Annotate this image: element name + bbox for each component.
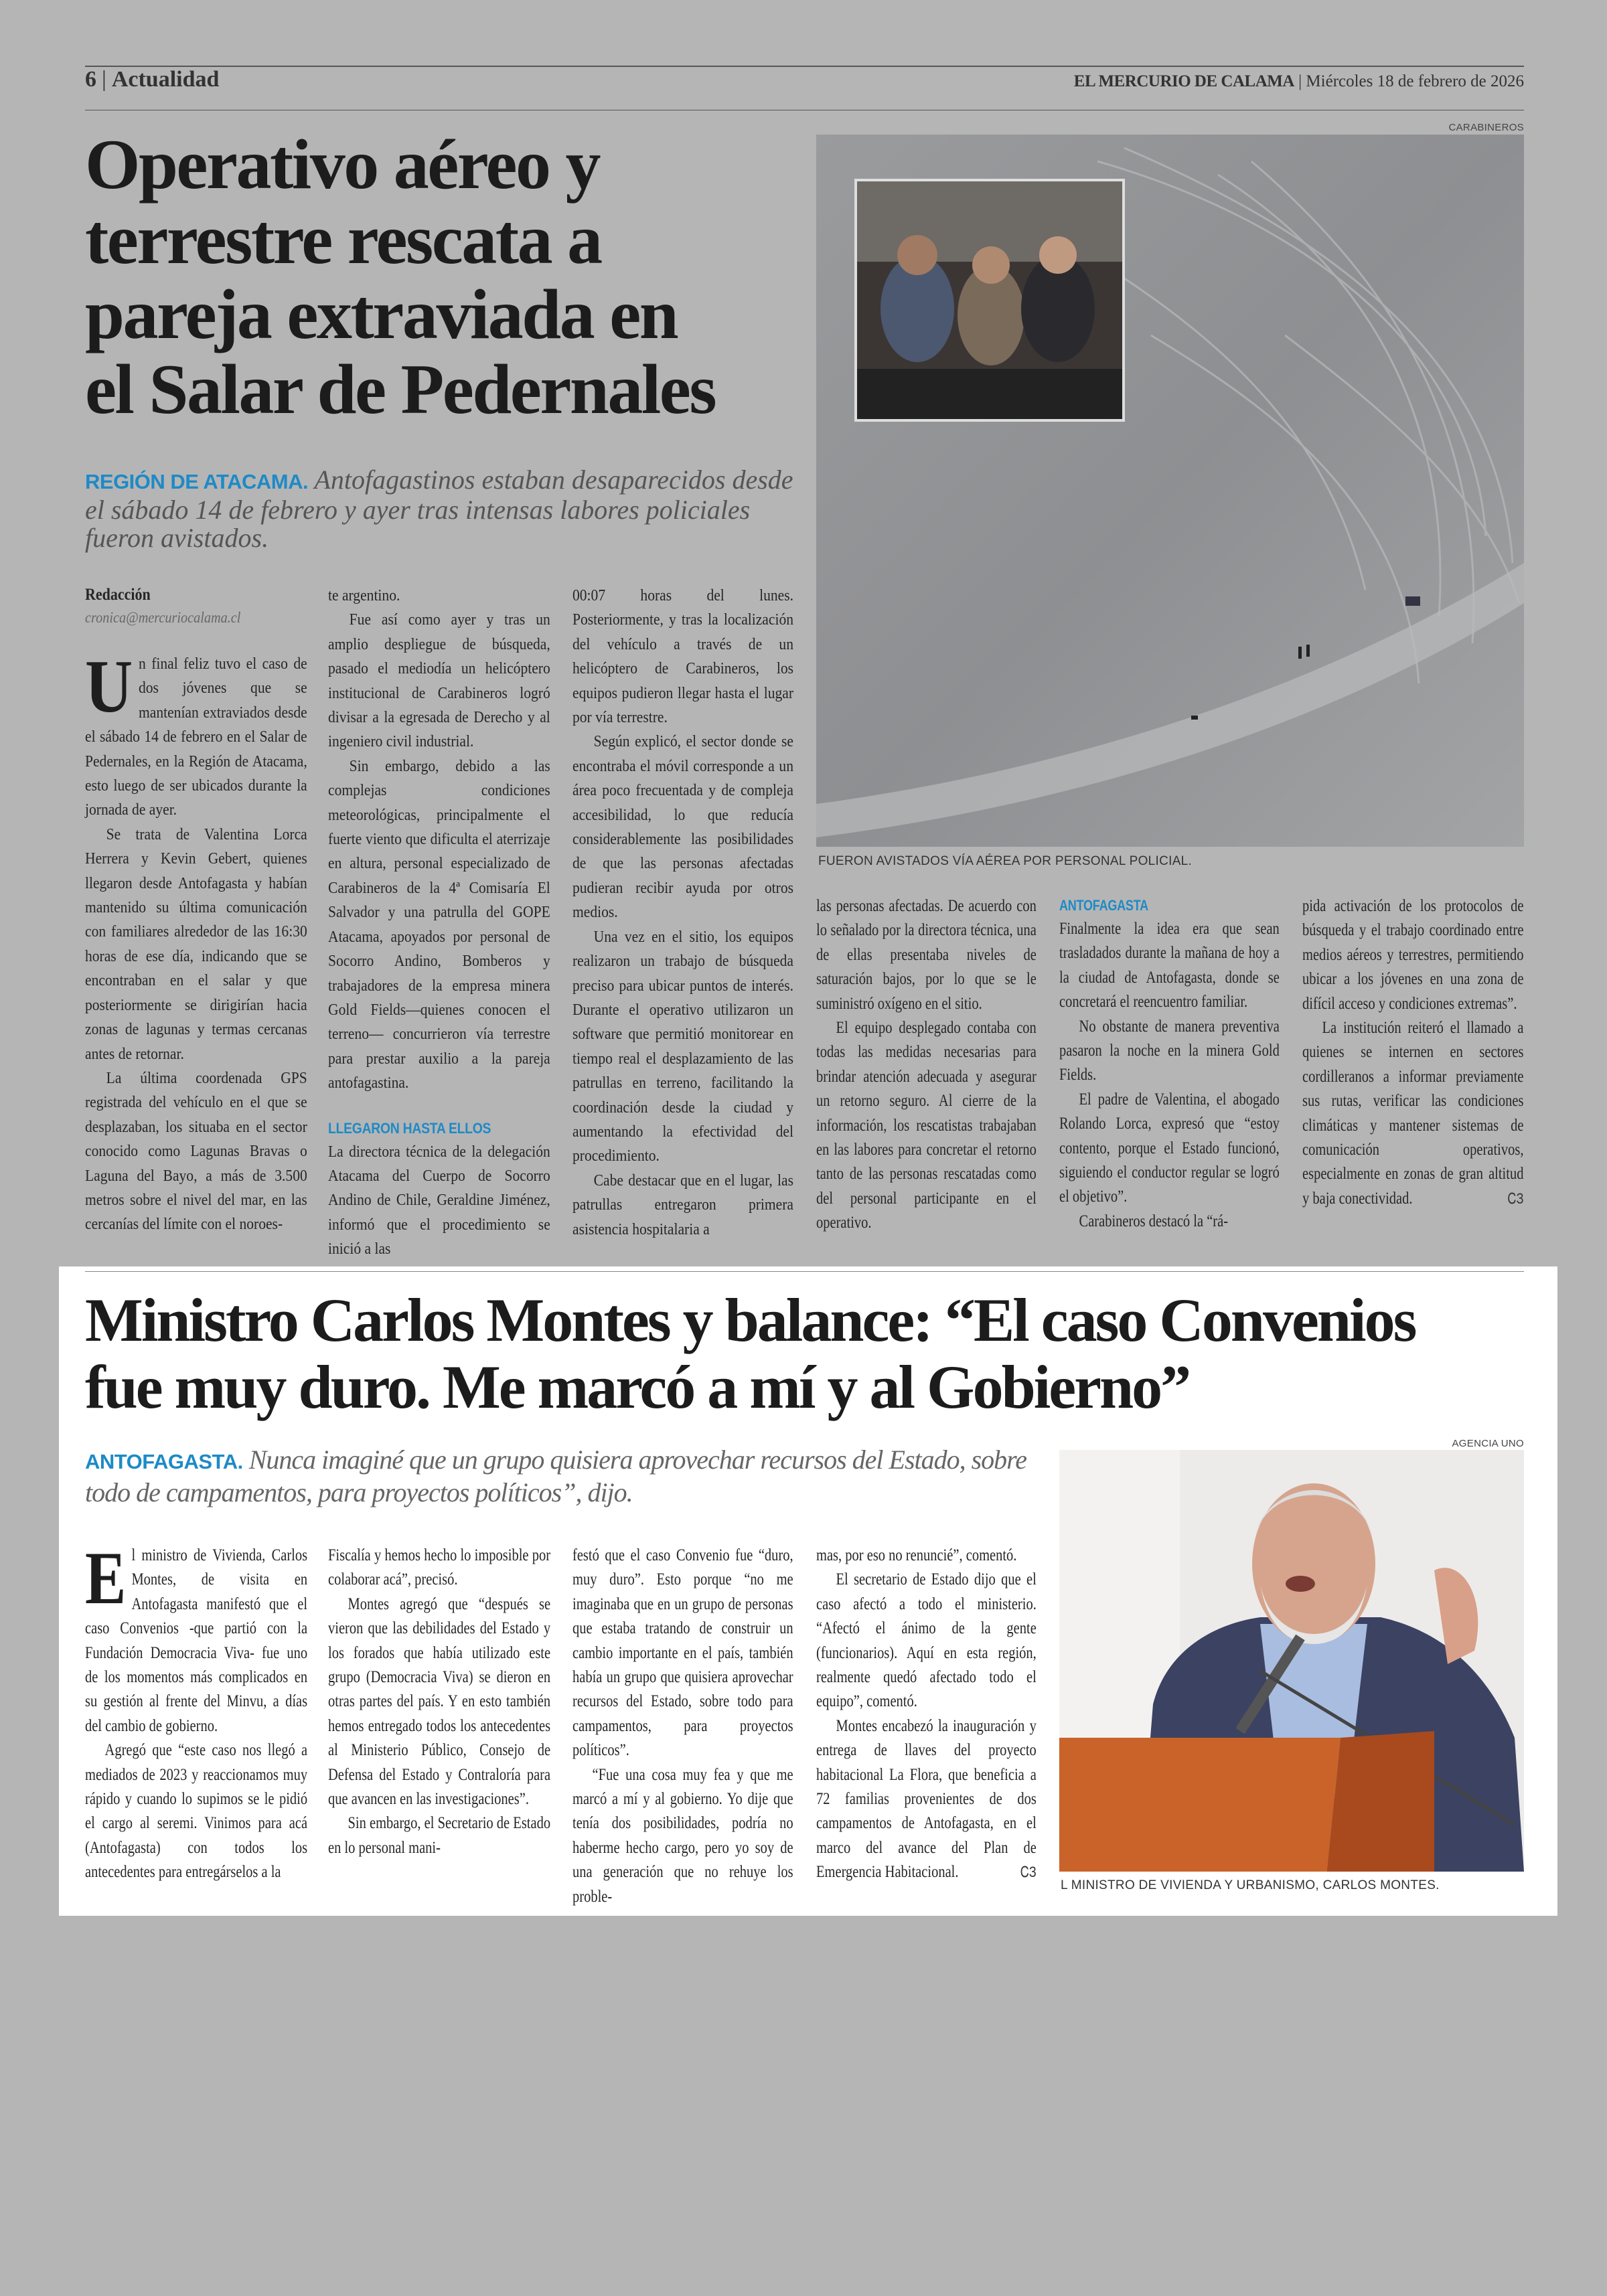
paragraph: [1059, 1088, 1280, 1210]
photo-credit: CARABINEROS: [1448, 122, 1524, 133]
paragraph-text: Fiscalía y hemos hecho lo imposible por colaborar acá”, precisó.: [328, 1546, 551, 1589]
paragraph-text: El equipo desplegado contaba con todas las medidas necesarias para brindar atención adecuada y asegurar un retorno seguro. Al cierre de la información, los rescatistas trabajaban en las labores para concretar el retorno tanto de las personas rescatadas como del personal participante en el operativo.: [816, 1019, 1037, 1232]
photo-caption: L MINISTRO DE VIVIENDA Y URBANISMO, CARLOS MONTES.: [1061, 1878, 1440, 1892]
article1-headline: [85, 127, 715, 427]
paragraph-text: Cabe destacar que en el lugar, las patrullas entregaron primera asistencia hospitalaria a: [572, 1171, 793, 1238]
paragraph-text: Fue así como ayer y tras un amplio despliegue de búsqueda, pasado el mediodía un helicóptero institucional de Carabineros logró divisar a la egresada de Derecho y al ingeniero civil industrial.: [328, 610, 550, 751]
article1-column-2: [328, 584, 550, 1262]
paragraph-text: festó que el caso Convenio fue “duro, muy duro”. Esto porque “no me imaginaba que en un grupo de personas que estaba tratando de construir un cambio importante en el país, también había un grupo que quisiera aprovechar recursos del Estado, sobre todo para campamentos, para proyectos políticos”.: [572, 1546, 793, 1760]
paragraph: [328, 1592, 550, 1812]
paragraph-text: La institución reiteró el llamado a quienes se internen en sectores cordilleranos a informar previamente sus rutas, verificar las condiciones climáticas y mantener sistemas de comunicación operativos, especialmente en zonas de gran altitud y baja conectividad.: [1302, 1019, 1524, 1208]
page-number: 6: [85, 67, 96, 92]
paragraph: [1302, 894, 1523, 1016]
photo-caption: FUERON AVISTADOS VÍA AÉREA POR PERSONAL POLICIAL.: [818, 854, 1193, 868]
end-of-article-icon: ᏟЗ: [1020, 1864, 1037, 1881]
paragraph-text: mas, por eso no renuncié”, comentó.: [816, 1546, 1017, 1564]
byline: Redacción: [85, 586, 151, 604]
paragraph: [85, 1738, 307, 1884]
paragraph: [85, 1066, 307, 1237]
paragraph-text: La directora técnica de la delegación Atacama del Cuerpo de Socorro Andino de Chile, Geraldine Jiménez, informó que el procedimiento se inició a las: [328, 1142, 550, 1258]
minister-montes-photo: [1059, 1450, 1524, 1872]
paragraph: [85, 823, 307, 1066]
separator: |: [102, 67, 106, 92]
photo-credit: AGENCIA UNO: [1452, 1438, 1524, 1449]
byline-email: cronica@mercuriocalama.cl: [85, 609, 241, 626]
deck-location-tag: REGIÓN DE ATACAMA.: [85, 470, 309, 493]
paragraph: [328, 608, 550, 754]
article2-column-4: [816, 1544, 1037, 1885]
headline-line: fue muy duro. Me marcó a mí y al Gobierno”: [85, 1353, 1190, 1421]
paragraph-text: las personas afectadas. De acuerdo con lo señalado por la directora técnica, una de ellas presentaba niveles de saturación bajos, por lo que se le suministró oxígeno en el sitio.: [816, 897, 1037, 1013]
deck-text: Antofagastinos estaban desaparecidos desde el sábado 14 de febrero y ayer tras intensas labores policiales fueron avistados.: [85, 465, 793, 553]
deck-text: Nunca imaginé que un grupo quisiera aprovechar recursos del Estado, sobre todo de campamentos, para proyectos políticos”, dijo.: [85, 1445, 1027, 1507]
paragraph: [816, 1714, 1037, 1885]
article2-deck: [85, 1445, 1043, 1508]
paragraph: [572, 1763, 793, 1909]
header-top-rule: [85, 66, 1524, 67]
paragraph-text: El padre de Valentina, el abogado Rolando Lorca, expresó que “estoy contento, porque el Estado funcionó, siguiendo el conductor regular se logró el objetivo”.: [1059, 1090, 1280, 1206]
publication-date: Miércoles 18 de febrero de 2026: [1306, 72, 1524, 90]
article2-column-3: [572, 1544, 793, 1909]
paragraph-text: Sin embargo, debido a las complejas condiciones meteorológicas, principalmente el fuerte viento que dificulta el aterrizaje en altura, personal especializado de Carabineros de la 4ª Comisaría El Salvador y una patrulla del GOPE Atacama, apoyados por personal de Socorro Andino, Bomberos y trabajadores de la empresa minera Gold Fields—quienes conocen el terreno— concurrieron vía terrestre para prestar auxilio a la pareja antofagastina.: [328, 756, 550, 1092]
paragraph-text: Finalmente la idea era que sean trasladados durante la mañana de hoy a la ciudad de Antofagasta, donde se concretará el reencuentro familiar.: [1059, 920, 1280, 1011]
paragraph-text: La última coordenada GPS registrada del vehículo en el que se desplazaban, los situaba en el sector conocido como Lagunas Bravas o Laguna del Bayo, a más de 3.500 metros sobre el nivel del mar, en las cercanías del límite con el noroes-: [85, 1068, 307, 1234]
paragraph: [1059, 917, 1280, 1015]
article1-column-4: [816, 894, 1037, 1236]
paragraph: [85, 1537, 308, 1738]
article2-column-2: [328, 1544, 550, 1860]
publication-name: EL MERCURIO DE CALAMA: [1073, 72, 1294, 90]
headline-line: terrestre rescata a: [85, 200, 601, 278]
paragraph: [328, 1811, 550, 1860]
article1-deck: [85, 466, 801, 552]
article2-top-rule: [85, 1271, 1524, 1272]
paragraph-text: 00:07 horas del lunes. Posteriormente, y tras la localización del vehículo a través de un helicóptero de Carabineros, los equipos pudieron llegar hasta el lugar por vía terrestre.: [572, 586, 793, 727]
paragraph-text: Montes agregó que “después se vieron que las debilidades del Estado y los forados que había utilizado este grupo (Democracia Viva) se dieron en otras partes del país. Y en esto también hemos entregado todos los antecedentes al Ministerio Público, Consejo de Defensa del Estado y Contraloría para que avancen en las investigaciones”.: [328, 1594, 551, 1809]
headline-line: Operativo aéreo y: [85, 125, 599, 203]
paragraph-text: l ministro de Vivienda, Carlos Montes, de visita en Antofagasta manifestó que el caso Convenios -que partió con la Fundación Democracia Viva- fue uno de los momentos más complicados en su gestión al frente del Minvu, a días del cambio de gobierno.: [85, 1546, 308, 1735]
paragraph-text: n final feliz tuvo el caso de dos jóvenes que se mantenían extraviados desde el sábado 14 de febrero en el Salar de Pedernales, en la Región de Atacama, esto luego de ser ubicados durante la jornada de ayer.: [85, 655, 307, 819]
drop-cap: U: [85, 645, 133, 728]
paragraph: [816, 1016, 1037, 1236]
paragraph: [328, 584, 550, 608]
headline-line: pareja extraviada en: [85, 275, 678, 353]
paragraph-text: Se trata de Valentina Lorca Herrera y Kevin Gebert, quienes llegaron desde Antofagasta y habían mantenido su última comunicación con familiares alrededor de las 16:30 horas de ese día, indicando que se encontraban en el salar y que posteriormente se dirigirían hacia zonas de lagunas y termas cercanas antes de retornar.: [85, 825, 307, 1063]
article2-column-1: [85, 1537, 308, 1885]
publication-info: EL MERCURIO DE CALAMA | Miércoles 18 de febrero de 2026: [1073, 72, 1524, 90]
paragraph: [572, 1169, 793, 1242]
article1-column-1: [85, 584, 307, 1237]
paragraph: [1059, 1210, 1280, 1234]
paragraph: [572, 730, 793, 924]
article1-column-3: [572, 584, 793, 1242]
inset-photo-rescued-couple: [854, 179, 1125, 422]
paragraph: [1059, 1015, 1280, 1088]
paragraph: [1302, 1016, 1523, 1211]
paragraph: [816, 1568, 1037, 1714]
paragraph: [816, 1544, 1037, 1568]
paragraph: [328, 1544, 550, 1592]
paragraph-text: “Fue una cosa muy fea y que me marcó a mí y al gobierno. Yo dije que tenía dos posibilidades, podría no haberme hecho cargo, pero yo soy de una generación que no rehuye los proble-: [572, 1765, 793, 1906]
paragraph-text: Montes encabezó la inauguración y entrega de llaves del proyecto habitacional La Flora, que beneficia a 72 familias provenientes de dos campamentos de Antofagasta, en el marco del avance del Plan de Emergencia Habitacional.: [816, 1716, 1037, 1882]
paragraph: [328, 1140, 550, 1262]
paragraph: [572, 584, 793, 730]
paragraph: [85, 645, 307, 823]
paragraph-text: Sin embargo, el Secretario de Estado en lo personal mani-: [328, 1814, 551, 1857]
paragraph-text: Una vez en el sitio, los equipos realizaron un trabajo de búsqueda preciso para ubicar puntos de interés. Durante el operativo utilizaron un software que permitió monitorear en tiempo real el desplazamiento de las patrullas en terreno, facilitando la coordinación desde la ciudad y aumentando la efectividad del procedimiento.: [572, 927, 793, 1165]
section-name: Actualidad: [111, 67, 220, 92]
drop-cap: E: [85, 1537, 127, 1620]
paragraph-text: Según explicó, el sector donde se encontraba el móvil corresponde a un área poco frecuentada y de compleja accesibilidad, lo que reducía considerablemente las posibilidades de que las personas afectadas pudieran recibir ayuda por otros medios.: [572, 732, 793, 922]
paragraph-text: El secretario de Estado dijo que el caso afectó a todo el ministerio. “Afectó el ánimo de la gente (funcionarios). Aquí en esta región, realmente quedó afectado todo el equipo”, comentó.: [816, 1570, 1037, 1711]
page-section-header: [85, 67, 219, 92]
paragraph: [328, 754, 550, 1096]
paragraph: [572, 925, 793, 1169]
paragraph-text: te argentino.: [328, 586, 400, 604]
article1-column-5: [1059, 894, 1280, 1234]
paragraph-text: Carabineros destacó la “rá-: [1079, 1212, 1229, 1230]
column-subheading: LLEGARON HASTA ELLOS: [328, 1119, 491, 1137]
paragraph-text: pida activación de los protocolos de búsqueda y el trabajo coordinado entre medios aéreos y terrestres, permitiendo ubicar a los jóvenes en una zona de difícil acceso y condiciones extremas”.: [1302, 897, 1524, 1013]
paragraph-text: Agregó que “este caso nos llegó a mediados de 2023 y reaccionamos muy rápido y cuando lo supimos se le pidió el cargo al seremi. Vinimos para acá (Antofagasta) con todos los antecedentes para entregárselos a la: [85, 1741, 308, 1882]
headline-line: el Salar de Pedernales: [85, 350, 716, 428]
end-of-article-icon: ᏟЗ: [1507, 1190, 1524, 1207]
headline-line: Ministro Carlos Montes y balance: “El caso Convenios: [85, 1286, 1415, 1354]
paragraph-text: No obstante de manera preventiva pasaron la noche en la minera Gold Fields.: [1059, 1017, 1280, 1084]
article2-headline: [85, 1287, 1415, 1420]
column-subheading: ANTOFAGASTA: [1059, 897, 1148, 914]
deck-location-tag: ANTOFAGASTA.: [85, 1450, 243, 1473]
paragraph: [572, 1544, 793, 1763]
article1-column-6: [1302, 894, 1523, 1211]
paragraph: [816, 894, 1037, 1016]
